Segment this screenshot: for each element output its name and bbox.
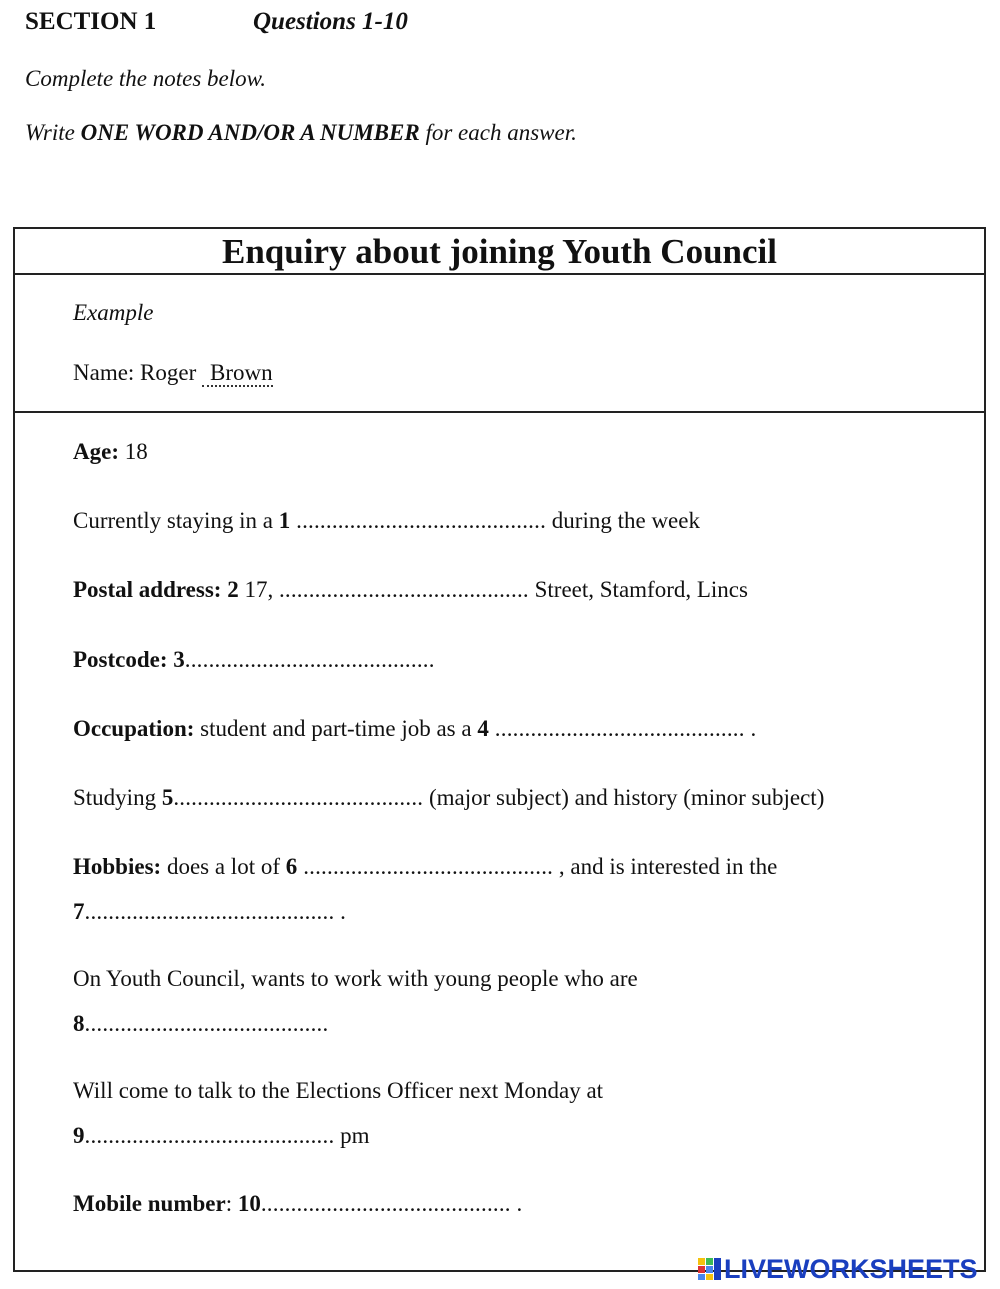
item-text: . (510, 1191, 523, 1216)
example-prefix: Name: Roger (73, 360, 203, 385)
question-number: 10 (237, 1191, 261, 1216)
item-text: (major subject) and history (minor subject) (423, 785, 825, 810)
question-1 (73, 508, 700, 534)
instruction-word-limit (25, 120, 577, 146)
item-label: Postal address: 2 (73, 577, 239, 602)
item-text: On Youth Council, wants to work with young people who are (73, 966, 638, 991)
answer-blank-9[interactable]: .......................................... (84, 1123, 335, 1148)
question-number: 5 (161, 785, 174, 810)
answer-blank-8[interactable]: ......................................... (84, 1011, 329, 1036)
question-7 (73, 899, 346, 925)
answer-blank-3[interactable]: .......................................... (184, 647, 435, 672)
item-text: : (225, 1191, 238, 1216)
item-text: Studying (73, 785, 162, 810)
example-label: Example (73, 300, 154, 325)
question-number: 1 (278, 508, 291, 533)
answer-blank-4[interactable]: .......................................... (488, 716, 745, 741)
form-title: Enquiry about joining Youth Council (15, 229, 984, 275)
item-label: Mobile number (73, 1191, 226, 1216)
item-text: 17, (238, 577, 279, 602)
item-text: . (334, 899, 346, 924)
question-9-prompt (73, 1078, 603, 1104)
item-text: does a lot of (161, 854, 286, 879)
item-label: Occupation: (73, 716, 195, 741)
brand-name: LIVEWORKSHEETS (724, 1253, 978, 1284)
instruction-pre: Write (25, 120, 81, 145)
item-text: 18 (118, 439, 148, 464)
question-8 (73, 1011, 328, 1037)
item-text: , and is interested in the (553, 854, 778, 879)
questions-range: Questions 1-10 (253, 8, 408, 35)
question-8-prompt (73, 966, 638, 992)
item-text: Street, Stamford, Lincs (528, 577, 748, 602)
item-text: during the week (546, 508, 700, 533)
item-age (73, 439, 148, 465)
liveworksheets-icon (698, 1257, 722, 1281)
question-number: 9 (73, 1123, 85, 1148)
answer-blank-6[interactable]: .......................................... (297, 854, 554, 879)
question-2 (73, 577, 748, 603)
answer-blank-5[interactable]: .......................................... (173, 785, 424, 810)
item-text: Will come to talk to the Elections Officer next Monday at (73, 1078, 604, 1103)
question-number: 8 (73, 1011, 85, 1036)
item-label: Postcode: 3 (73, 647, 185, 672)
instruction-post: for each answer. (419, 120, 577, 145)
question-3 (73, 647, 435, 673)
item-text: student and part-time job as a (194, 716, 478, 741)
item-text: . (744, 716, 757, 741)
item-text: Currently staying in a (73, 508, 279, 533)
instruction-complete-notes: Complete the notes below. (25, 66, 267, 91)
question-4 (73, 716, 756, 742)
question-6 (73, 854, 777, 880)
question-number: 7 (73, 899, 85, 924)
question-number: 4 (477, 716, 489, 741)
answer-blank-2[interactable]: .......................................... (278, 577, 529, 602)
item-label: Hobbies: (73, 854, 162, 879)
liveworksheets-logo[interactable] (698, 1254, 978, 1284)
item-text: pm (334, 1123, 370, 1148)
question-5 (73, 785, 824, 811)
answer-blank-7[interactable]: .......................................... (84, 899, 335, 924)
question-number: 6 (285, 854, 298, 879)
example-answer: Brown (202, 360, 273, 387)
question-9 (73, 1123, 370, 1149)
example-line (73, 360, 273, 386)
answer-blank-10[interactable]: .......................................... (260, 1191, 511, 1216)
section-heading: SECTION 1 (25, 8, 157, 35)
instruction-bold: ONE WORD AND/OR A NUMBER (80, 120, 420, 145)
item-label: Age: (73, 439, 119, 464)
example-divider (15, 411, 984, 413)
answer-blank-1[interactable]: .......................................... (290, 508, 547, 533)
question-10 (73, 1191, 522, 1217)
notes-form-box (13, 227, 986, 1272)
